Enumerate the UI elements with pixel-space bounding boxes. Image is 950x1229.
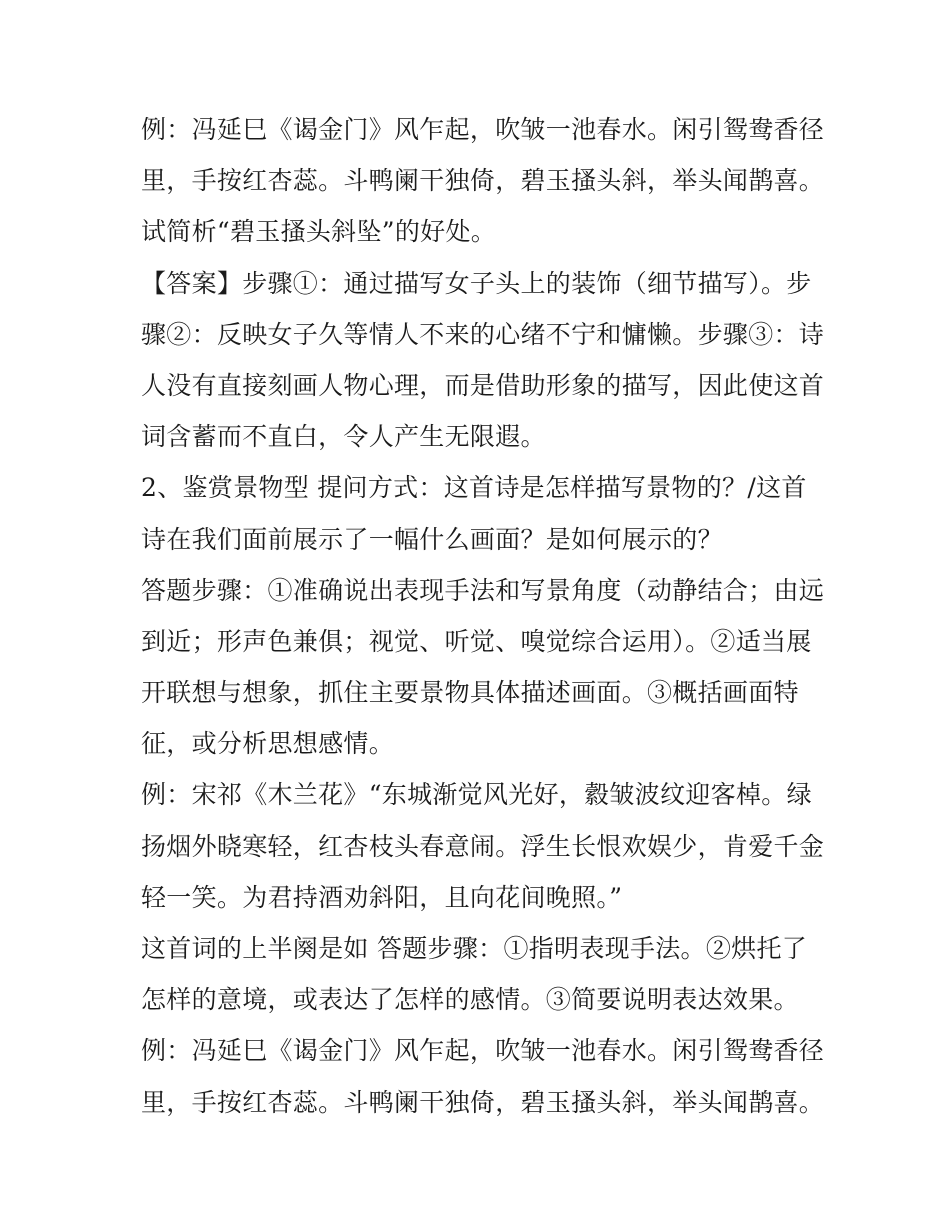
- text-line: 【答案】步骤①：通过描写女子头上的装饰（细节描写）。步: [141, 268, 812, 298]
- text-line: 词含蓄而不直白，令人产生无限遐。: [141, 422, 546, 452]
- text-line: 人没有直接刻画人物心理，而是借助形象的描写，因此使这首: [141, 370, 825, 400]
- text-line: 轻一笑。为君持酒劝斜阳，且向花间晚照。”: [141, 882, 623, 912]
- text-line: 骤②：反映女子久等情人不来的心绪不宁和慵懒。步骤③：诗: [141, 319, 825, 349]
- text-line: 诗在我们面前展示了一幅什么画面？是如何展示的？: [141, 524, 723, 554]
- text-line: 怎样的意境，或表达了怎样的感情。③简要说明表达效果。: [141, 985, 799, 1015]
- document-body: [141, 104, 825, 1128]
- text-line: 扬烟外晓寒轻，红杏枝头春意闹。浮生长恨欢娱少，肯爱千金: [141, 831, 825, 861]
- text-line: 里，手按红杏蕊。斗鸭阑干独倚，碧玉搔头斜，举头闻鹊喜。: [141, 166, 825, 196]
- text-line: 到近；形声色兼俱；视觉、听觉、嗅觉综合运用）。②适当展: [141, 626, 812, 656]
- text-line: 2、鉴赏景物型 提问方式：这首诗是怎样描写景物的？/这首: [141, 473, 807, 503]
- text-line: 征，或分析思想感情。: [141, 729, 395, 759]
- text-line: 例：冯延巳《谒金门》风乍起，吹皱一池春水。闲引鸳鸯香径: [141, 1036, 825, 1066]
- text-line: 这首词的上半阕是如 答题步骤：①指明表现手法。②烘托了: [141, 934, 808, 963]
- text-line: 答题步骤：①准确说出表现手法和写景角度（动静结合；由远: [141, 575, 825, 605]
- text-line: 里，手按红杏蕊。斗鸭阑干独倚，碧玉搔头斜，举头闻鹊喜。: [141, 1087, 825, 1117]
- text-line: 试简析“碧玉搔头斜坠”的好处。: [141, 217, 497, 247]
- text-line: 开联想与想象，抓住主要景物具体描述画面。③概括画面特: [141, 678, 799, 708]
- text-line: 例：冯延巳《谒金门》风乍起，吹皱一池春水。闲引鸳鸯香径: [141, 115, 825, 144]
- text-line: 例：宋祁《木兰花》“东城渐觉风光好，縠皱波纹迎客棹。绿: [141, 780, 812, 810]
